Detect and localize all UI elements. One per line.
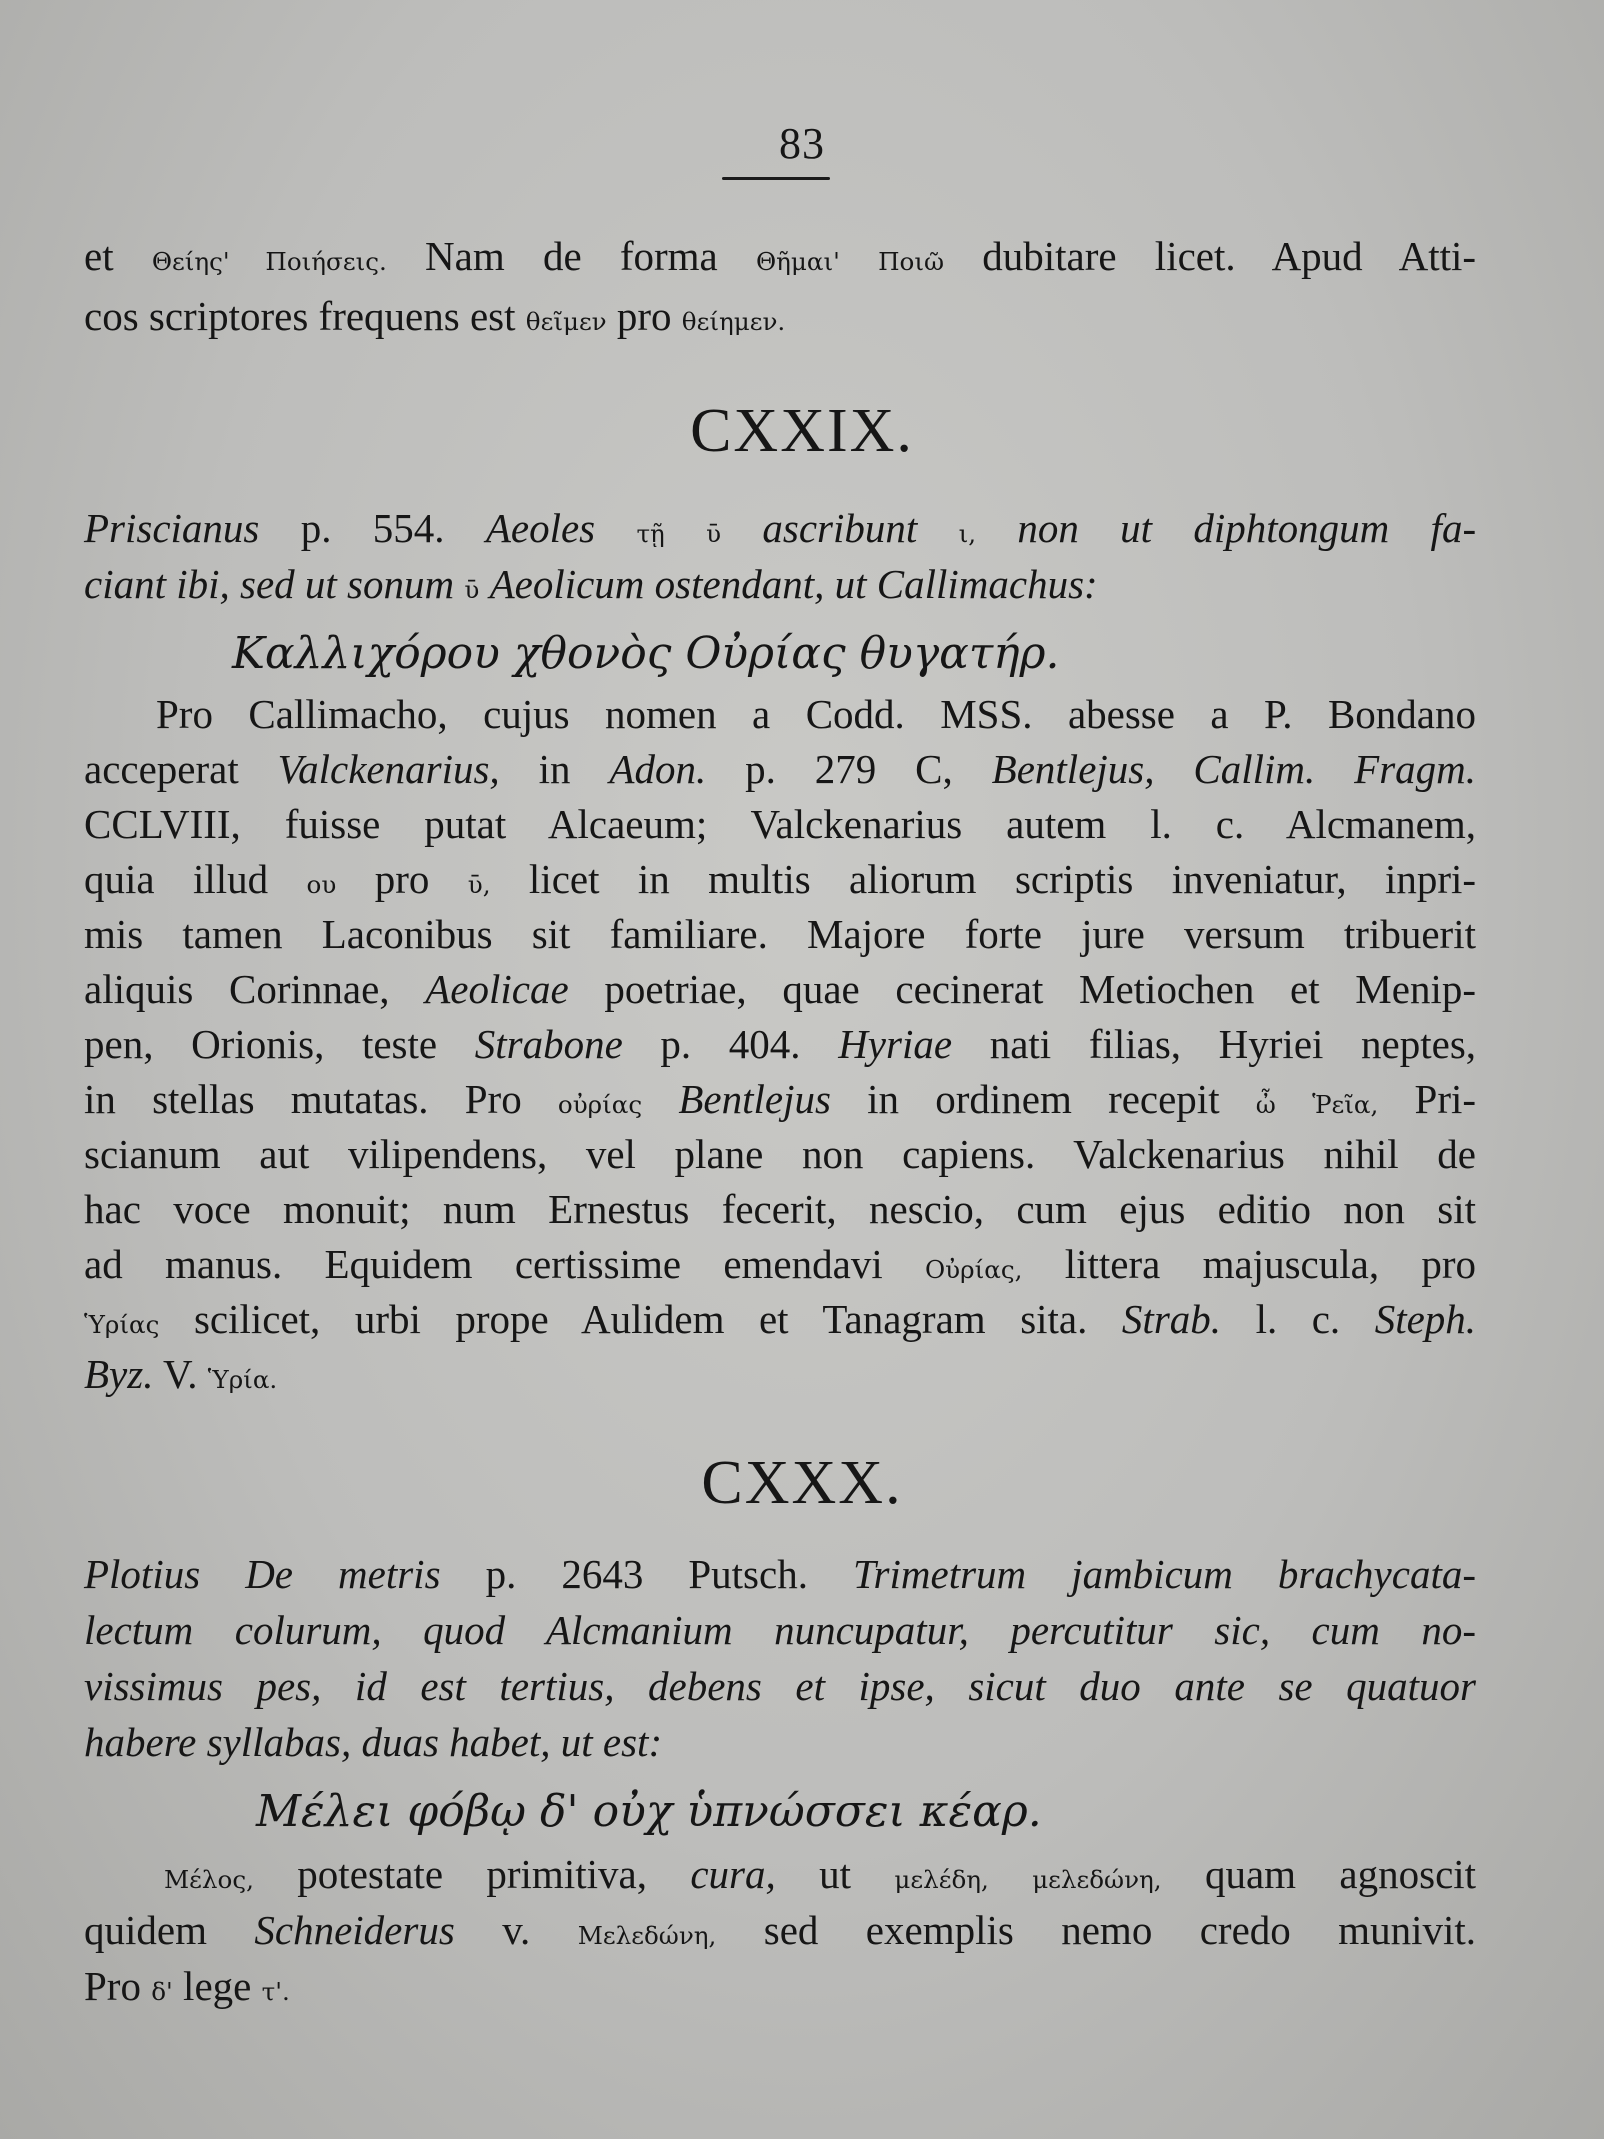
text-run: et xyxy=(84,233,114,279)
section-heading-cxxix: CXXIX. xyxy=(690,397,914,465)
text-line xyxy=(156,690,1476,738)
greek-word: Ὑρία. xyxy=(207,1365,278,1394)
text-run: ciant ibi, sed ut sonum xyxy=(84,561,455,607)
text-run: ascribunt xyxy=(762,505,918,551)
text-run: Bentlejus, Callim. Fragm. xyxy=(991,746,1477,792)
text-run: Byz. xyxy=(84,1351,154,1397)
text-run: Pro Callimacho, cujus nomen a Codd. MSS. abesse a P. Bondano xyxy=(156,691,1476,737)
text-run: ut xyxy=(819,1851,852,1897)
text-run: scilicet, urbi prope Aulidem et Tanagram sita. xyxy=(193,1296,1088,1342)
text-run: Aeoles xyxy=(485,505,596,551)
text-line xyxy=(84,1550,1476,1598)
text-line xyxy=(84,1185,1476,1233)
text-line xyxy=(84,1350,1476,1404)
text-run: littera majuscula, pro xyxy=(1064,1241,1476,1287)
author-name: Valckenarius, xyxy=(277,746,500,792)
greek-word: οὐρίας xyxy=(557,1090,643,1119)
text-run: Pro xyxy=(84,1963,141,2009)
text-run: lectum colurum, quod Alcmanium nuncupatur, percutitur sic, cum no- xyxy=(84,1607,1476,1653)
greek-word: Ὑρίας xyxy=(84,1310,160,1339)
text-run: Steph. xyxy=(1374,1296,1477,1342)
greek-word: Μέλος, xyxy=(164,1865,254,1894)
text-run: potestate primitiva, xyxy=(297,1851,647,1897)
greek-word: μελέδη, xyxy=(894,1865,989,1894)
author-name: Plotius De metris xyxy=(84,1551,441,1597)
text-line xyxy=(164,1850,1476,1904)
text-line xyxy=(84,965,1476,1013)
greek-word: τ'. xyxy=(261,1977,290,2006)
text-line xyxy=(84,504,1476,558)
text-line xyxy=(84,800,1476,848)
text-run: pro xyxy=(616,293,672,339)
author-name: Schneiderus xyxy=(254,1907,455,1953)
text-run: cura, xyxy=(690,1851,776,1897)
text-run: pro xyxy=(374,856,430,902)
text-run: licet in multis aliorum scriptis inveniatur, inpri- xyxy=(528,856,1477,902)
greek-word: δ' xyxy=(151,1977,173,2006)
text-run: dubitare licet. Apud Atti- xyxy=(982,233,1477,279)
text-line xyxy=(84,1240,1476,1294)
greek-word: ῡ, xyxy=(467,870,491,899)
text-run: p. 554. xyxy=(300,505,445,551)
greek-word: τῇ xyxy=(636,519,665,548)
greek-word: μελεδώνη, xyxy=(1032,1865,1162,1894)
author-name: Priscianus xyxy=(84,505,260,551)
greek-word: ὦ xyxy=(1255,1090,1276,1119)
greek-word: Ῥεῖα, xyxy=(1312,1090,1379,1119)
text-run: quia illud xyxy=(84,856,269,902)
greek-word: Μελεδώνη, xyxy=(577,1921,717,1950)
text-line xyxy=(84,1295,1476,1349)
text-run: sed exemplis nemo credo munivit. xyxy=(763,1907,1476,1953)
text-line xyxy=(84,232,1476,286)
text-run: p. 2643 Putsch. xyxy=(485,1551,808,1597)
text-run: non ut diphtongum fa- xyxy=(1017,505,1477,551)
text-run: mis tamen Laconibus sit familiare. Majore forte jure versum tribuerit xyxy=(84,911,1476,957)
text-run: v. xyxy=(502,1907,531,1953)
text-line xyxy=(84,1906,1476,1960)
greek-word: Ποιῶ xyxy=(878,247,945,276)
text-run: hac voce monuit; num Ernestus fecerit, nescio, cum ejus editio non sit xyxy=(84,1186,1476,1232)
text-line xyxy=(84,292,1476,346)
text-run: acceperat xyxy=(84,746,239,792)
text-run: scianum aut vilipendens, vel plane non capiens. Valckenarius nihil de xyxy=(84,1131,1476,1177)
text-line xyxy=(84,1606,1476,1654)
text-run: nati filias, Hyriei neptes, xyxy=(989,1021,1477,1067)
author-name: Bentlejus xyxy=(678,1076,831,1122)
greek-word: ι, xyxy=(958,519,977,548)
text-run: Trimetrum jambicum brachycata- xyxy=(853,1551,1476,1597)
text-run: l. c. xyxy=(1255,1296,1341,1342)
text-run: quidem xyxy=(84,1907,207,1953)
text-run: Hyriae xyxy=(838,1021,953,1067)
greek-word: Οὐρίας, xyxy=(925,1255,1023,1284)
text-run: pen, Orionis, teste xyxy=(84,1021,438,1067)
text-line xyxy=(84,1130,1476,1178)
text-run: quam agnoscit xyxy=(1204,1851,1477,1897)
text-line xyxy=(84,745,1476,793)
greek-word: ου xyxy=(306,870,337,899)
author-name: Strabone xyxy=(474,1021,623,1067)
text-line xyxy=(84,910,1476,958)
text-run: in stellas mutatas. Pro xyxy=(84,1076,522,1122)
text-run: p. 279 C, xyxy=(745,746,953,792)
greek-word: ῡ xyxy=(464,575,480,604)
greek-word: θείημεν. xyxy=(681,307,786,336)
text-run: in ordinem recepit xyxy=(867,1076,1220,1122)
text-line xyxy=(84,560,1476,614)
text-line xyxy=(84,855,1476,909)
greek-word: θεῖμεν xyxy=(525,307,607,336)
text-run: p. 404. xyxy=(660,1021,801,1067)
text-run: Pri- xyxy=(1414,1076,1477,1122)
text-run: habere syllabas, duas habet, ut est: xyxy=(84,1719,663,1765)
text-run: Nam de forma xyxy=(425,233,718,279)
text-run: aliquis Corinnae, xyxy=(84,966,390,1012)
text-run: Aeolicae xyxy=(425,966,569,1012)
greek-word: ῡ xyxy=(706,519,722,548)
text-line xyxy=(84,1962,1476,2016)
text-run: in xyxy=(538,746,571,792)
text-line xyxy=(84,1718,1476,1766)
text-run: V. xyxy=(162,1351,198,1397)
section-heading-cxxx: CXXX. xyxy=(701,1449,903,1517)
text-run: Aeolicum ostendant, ut Callimachus: xyxy=(489,561,1098,607)
text-run: Strab. xyxy=(1121,1296,1222,1342)
page-number-rule xyxy=(722,177,830,180)
text-line xyxy=(84,1075,1476,1129)
text-run: lege xyxy=(183,1963,252,2009)
greek-verse-quote: Καλλιχόρου χθονὸς Οὐρίας θυγατήρ. xyxy=(232,628,1060,679)
text-run: Adon. xyxy=(609,746,707,792)
text-run: ad manus. Equidem certissime emendavi xyxy=(84,1241,883,1287)
text-line xyxy=(84,1662,1476,1710)
text-run: cos scriptores frequens est xyxy=(84,293,516,339)
text-run: CCLVIII, fuisse putat Alcaeum; Valckenarius autem l. c. Alcmanem, xyxy=(84,801,1476,847)
text-run: vissimus pes, id est tertius, debens et ipse, sicut duo ante se quatuor xyxy=(84,1663,1476,1709)
greek-verse-quote: Μέλει φόβῳ δ' οὐχ ὑπνώσσει κέαρ. xyxy=(256,1786,1042,1837)
page-number: 83 xyxy=(779,119,825,168)
text-line xyxy=(84,1020,1476,1068)
greek-word: Θῆμαι' xyxy=(755,247,840,276)
greek-word: Θείης' Ποιήσεις. xyxy=(151,247,387,276)
text-run: poetriae, quae cecinerat Metiochen et Menip- xyxy=(604,966,1477,1012)
